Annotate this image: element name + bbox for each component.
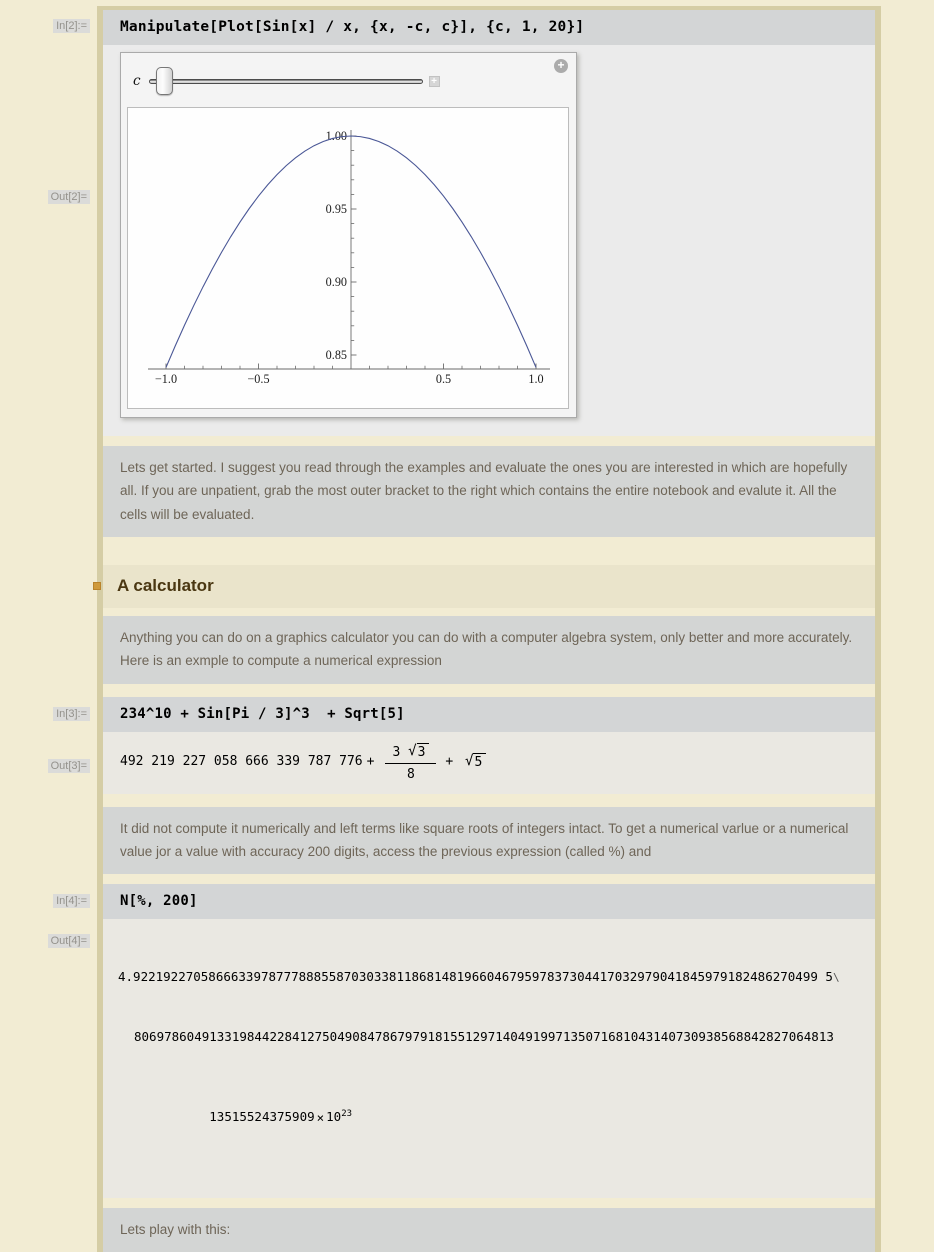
sqrt-5: √ 5 [465, 753, 486, 770]
out4-line2: 806978604913319844228412750490847867979181551297140491997135071681043140730938568842827064813 [134, 1029, 834, 1045]
slider-variable-label: c [133, 73, 141, 89]
section-cell[interactable] [103, 565, 875, 608]
continuation-mark: \ [832, 971, 840, 985]
cell-group-text2 [103, 616, 875, 684]
out2-label: Out[2]= [48, 190, 90, 204]
slider-track[interactable] [149, 79, 423, 84]
out3-fraction [385, 742, 436, 782]
svg-text:0.85: 0.85 [325, 348, 347, 362]
output-cell-3 [103, 732, 875, 794]
out3-integer: 492 219 227 058 666 339 787 776 [120, 754, 363, 770]
radical-sign-icon: √ [465, 753, 474, 770]
notebook-frame [50, 6, 881, 1252]
out4-line1: 4.9221922705866633978777888558703033811868148196604679597837304417032979041845979182486270499 5\ [118, 969, 840, 985]
output-expression-3 [120, 742, 859, 782]
cell-group-text4 [103, 1208, 875, 1252]
in2-label: In[2]:= [53, 19, 90, 33]
plot-frame [127, 107, 569, 409]
out3-plus-1: + [366, 754, 375, 770]
manipulate-panel [120, 52, 577, 418]
out3-frac-coeff: 3 [392, 744, 409, 760]
text-cell-1: Lets get started. I suggest you read through the examples and evaluate the ones you are interested in which are hopefully all. If you are unpatient, grab the most outer bracket to the right which contains the entire notebook and evalute it. All the cells will be evaluated. [103, 446, 875, 537]
cell-group-text3 [103, 807, 875, 875]
out3-label: Out[3]= [48, 759, 90, 773]
svg-text:0.5: 0.5 [435, 372, 452, 387]
slider-thumb[interactable] [156, 67, 173, 95]
text-cell-3: It did not compute it numerically and left terms like square roots of integers intact. To get a numerical varlue or a numerical value jor a value with accuracy 200 digits, access the previous expression (called %) and [103, 807, 875, 875]
cell-group-section [103, 565, 875, 608]
text-cell-4: Lets play with this: [103, 1208, 875, 1252]
text-cell-2: Anything you can do on a graphics calculator you can do with a computer algebra system, only better and more accurately. Here is an exmple to compute a numerical expression [103, 616, 875, 684]
times-sign: × [316, 1109, 325, 1125]
slider[interactable] [149, 66, 423, 96]
cell-group-manipulate [50, 10, 875, 436]
out4-line3: $13515524375909 \times 10^{23}$ [209, 1109, 353, 1125]
plus-square-icon[interactable]: + [429, 76, 440, 87]
exponent: 23 [341, 1109, 353, 1120]
output-cell-4 [103, 919, 875, 1197]
svg-text:0.95: 0.95 [325, 202, 347, 216]
slider-row [125, 57, 572, 105]
plus-circle-icon[interactable]: + [554, 59, 568, 73]
svg-text:0.90: 0.90 [325, 275, 347, 289]
input-code-2[interactable]: Manipulate[Plot[Sin[x] / x, {x, -c, c}], {c, 1, 20}] [120, 19, 585, 35]
svg-text:−1.0: −1.0 [154, 372, 178, 387]
section-title: A calculator [117, 576, 214, 596]
radical-sign-icon: √ [408, 742, 417, 759]
out3-plus-2: + [445, 754, 462, 770]
output-cell-2 [103, 45, 875, 436]
svg-text:1.0: 1.0 [528, 372, 544, 387]
output-number-4 [118, 927, 861, 1187]
sinc-plot [128, 108, 570, 410]
out4-label: Out[4]= [48, 934, 90, 948]
input-cell-3[interactable] [103, 697, 875, 732]
sqrt-3: √ 3 [408, 743, 429, 760]
svg-text:−0.5: −0.5 [247, 372, 270, 387]
section-bullet-icon [93, 582, 101, 590]
out3-frac-den: 8 [407, 766, 415, 782]
input-cell-4[interactable] [103, 884, 875, 919]
input-cell-2[interactable] [103, 10, 875, 45]
svg-text:1.00: 1.00 [325, 129, 347, 143]
in3-label: In[3]:= [53, 707, 90, 721]
input-code-4[interactable]: N[%, 200] [120, 893, 198, 910]
cell-group-3 [50, 697, 875, 794]
input-code-3[interactable]: 234^10 + Sin[Pi / 3]^3 + Sqrt[5] [120, 705, 405, 722]
in4-label: In[4]:= [53, 894, 90, 908]
cell-group-text1 [103, 446, 875, 537]
